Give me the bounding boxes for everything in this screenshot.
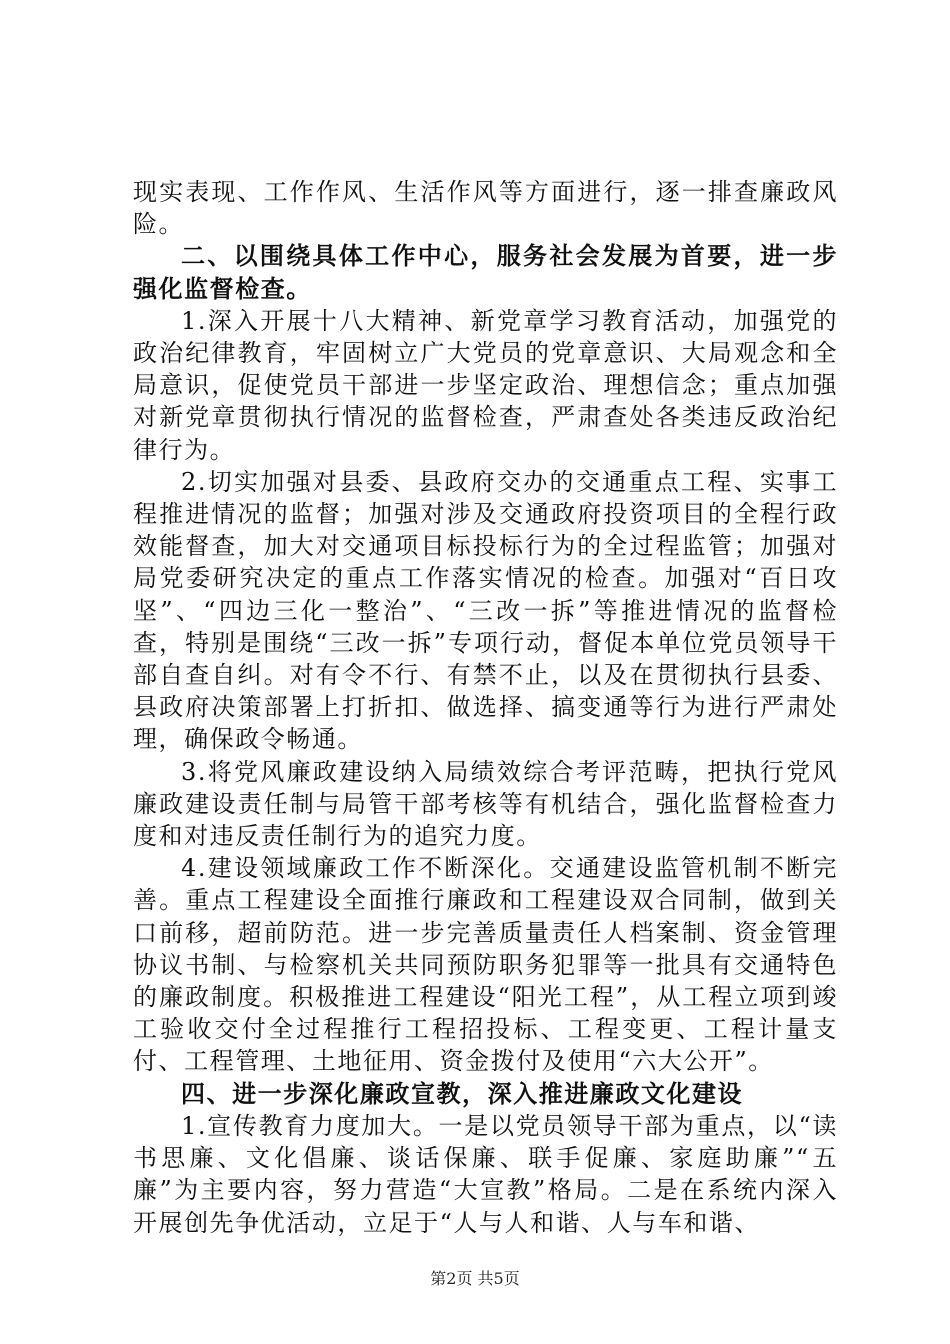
section-heading-four: 四、进一步深化廉政宣教，深入推进廉政文化建设 (181, 1079, 744, 1108)
paragraph-item-1: 1.深入开展十八大精神、新党章学习教育活动，加强党的政治纪律教育，牢固树立广大党员的党章意识、大局观念和全局意识，促使党员干部进一步坚定政治、理想信念；重点加强对新党章贯彻执行情况的监督检查，严肃查处各类违反政治纪律行为。 (133, 306, 838, 464)
paragraph-item-2: 2.切实加强对县委、县政府交办的交通重点工程、实事工程推进情况的监督；加强对涉及交通政府投资项目的全程行政效能督查，加大对交通项目标投标行为的全过程监管；加强对局党委研究决定的重点工作落实情况的检查。加强对“百日攻坚”、“四边三化一整治”、“三改一拆”等推进情况的监督检查，特别是围绕“三改一拆”专项行动，督促本单位党员领导干部自查自纠。对有令不行、有禁不止，以及在贯彻执行县委、县政府决策部署上打折扣、做选择、搞变通等行为进行严肃处理，确保政令畅通。 (133, 467, 838, 754)
section-heading-two: 二、以围绕具体工作中心，服务社会发展为首要，进一步强化监督检查。 (133, 242, 838, 303)
paragraph-item-3: 3.将党风廉政建设纳入局绩效综合考评范畴，把执行党风廉政建设责任制与局管干部考核等有机结合，强化监督检查力度和对违反责任制行为的追究力度。 (133, 757, 838, 851)
paragraph-item-1-propaganda: 1.宣传教育力度加大。一是以党员领导干部为重点，以“读书思廉、文化倡廉、谈话保廉、联手促廉、家庭助廉”“五廉”为主要内容，努力营造“大宣教”格局。二是在系统内深入开展创先争优活动，立足于“人与人和谐、人与车和谐、 (133, 1111, 838, 1237)
page-number-footer: 第2页 共5页 (430, 1269, 520, 1288)
paragraph-continuation: 现实表现、工作作风、生活作风等方面进行，逐一排查廉政风险。 (133, 178, 838, 239)
document-body (133, 176, 838, 1239)
paragraph-item-4: 4.建设领域廉政工作不断深化。交通建设监管机制不断完善。重点工程建设全面推行廉政和工程建设双合同制，做到关口前移，超前防范。进一步完善质量责任人档案制、资金管理协议书制、与检察机关共同预防职务犯罪等一批具有交通特色的廉政制度。积极推进工程建设“阳光工程”，从工程立项到竣工验收交付全过程推行工程招投标、工程变更、工程计量支付、工程管理、土地征用、资金拨付及使用“六大公开”。 (133, 854, 838, 1076)
